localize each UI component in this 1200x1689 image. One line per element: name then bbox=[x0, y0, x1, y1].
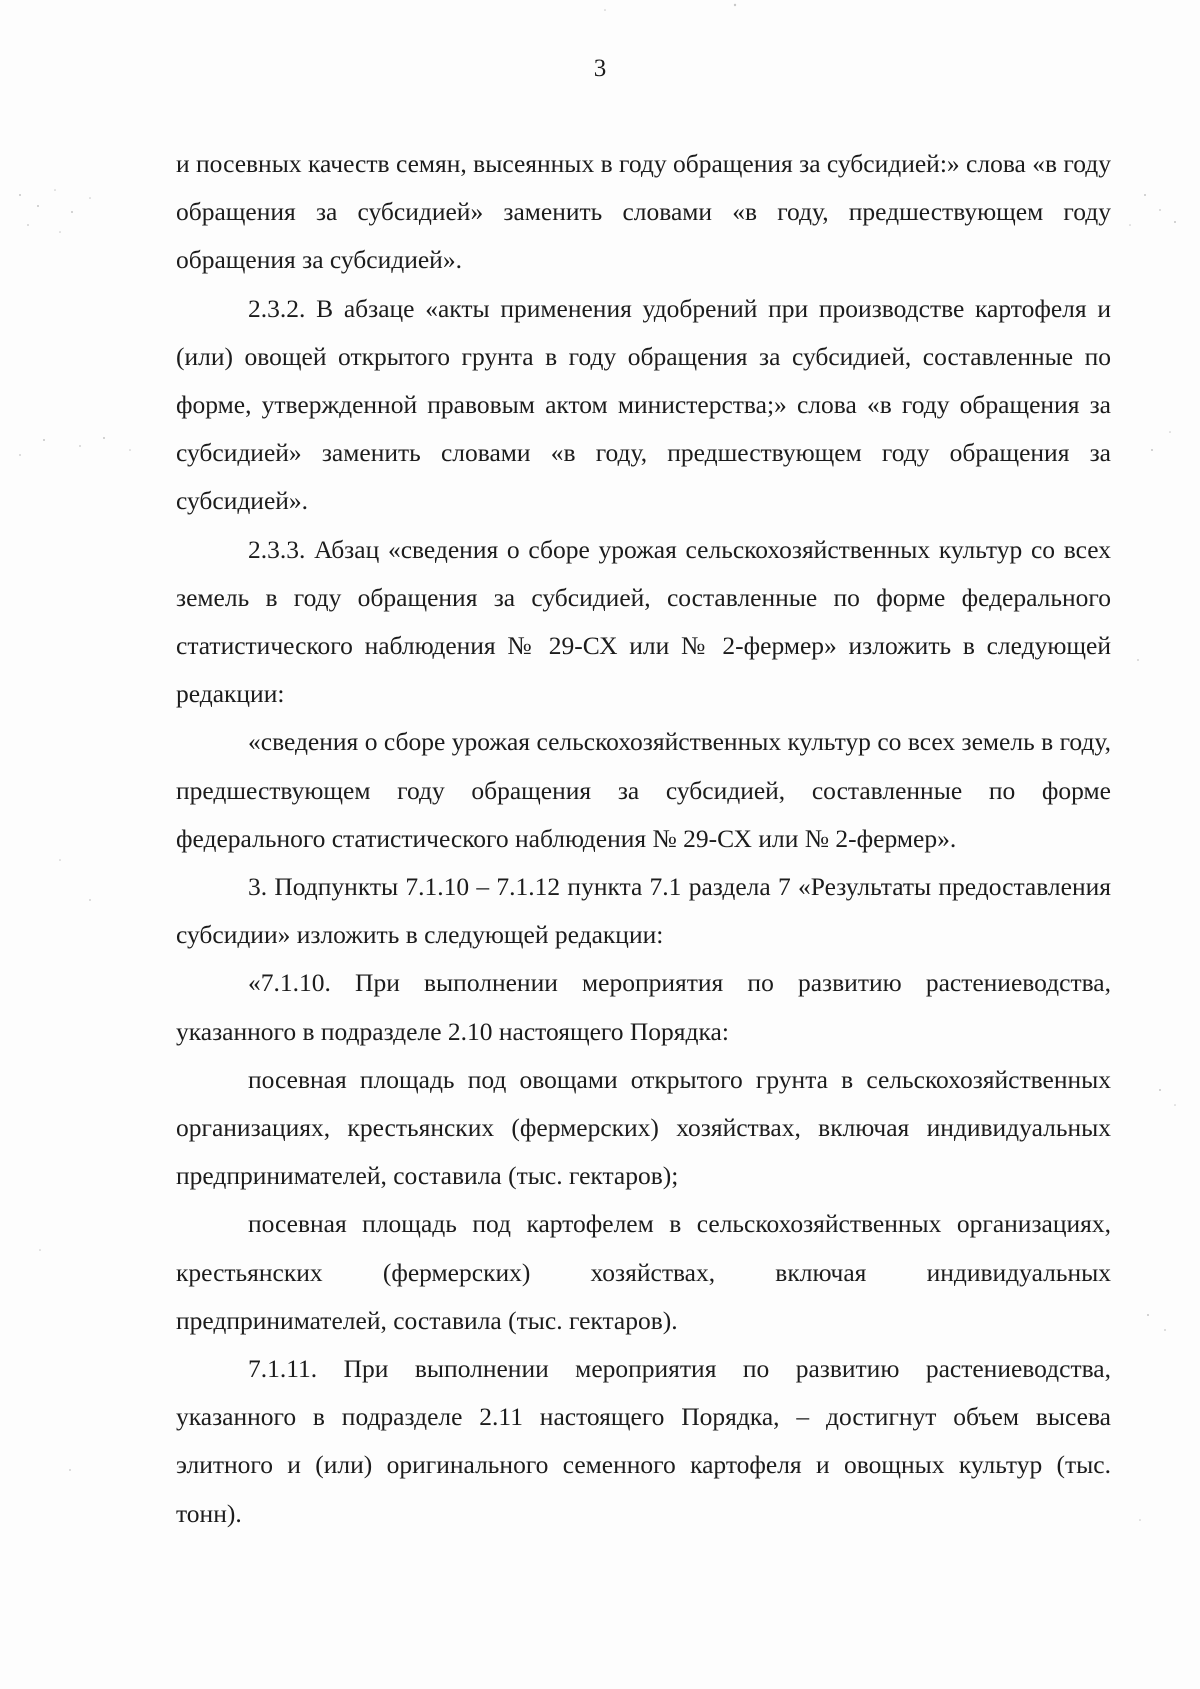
paragraph-new-wording: «сведения о сборе урожая сельскохозяйственных культур со всех земель в году, предшествующем году обращения за субсидией, составленные по форме федерального статистического наблюдения № 29-СХ или № 2-фермер». bbox=[176, 727, 1111, 853]
paragraph-7-1-11: 7.1.11. При выполнении мероприятия по развитию растениеводства, указанного в подразделе 2.11 настоящего Порядка, – достигнут объем высева элитного и (или) оригинального семенного картофеля и овощных культур (тыс. тонн). bbox=[176, 1354, 1111, 1528]
paragraph-continuation: и посевных качеств семян, высеянных в году обращения за субсидией:» слова «в году обращения за субсидией» заменить словами «в году, предшествующем году обращения за субсидией». bbox=[176, 149, 1111, 275]
page-number: 3 bbox=[593, 55, 607, 82]
paragraph-vegetables-area: посевная площадь под овощами открытого грунта в сельскохозяйственных организациях, крестьянских (фермерских) хозяйствах, включая индивидуальных предпринимателей, составила (тыс. гектаров); bbox=[176, 1064, 1111, 1191]
paragraph-2-3-2: 2.3.2. В абзаце «акты применения удобрений при производстве картофеля и (или) овощей открытого грунта в году обращения за субсидией, составленные по форме, утвержденной правовым актом министерства;» слова «в году обращения за субсидией» заменить словами «в году, предшествующем году обращения за субсидией». bbox=[176, 293, 1111, 516]
paragraph-7-1-10: «7.1.10. При выполнении мероприятия по развитию растениеводства, указанного в подразделе 2.10 настоящего Порядка: bbox=[176, 968, 1111, 1046]
document-body bbox=[176, 140, 1111, 1538]
paragraph-2-3-3: 2.3.3. Абзац «сведения о сборе урожая сельскохозяйственных культур со всех земель в году обращения за субсидией, составленные по форме федерального статистического наблюдения № 29-СХ или № 2-фермер» изложить в следующей редакции: bbox=[176, 534, 1111, 709]
paragraph-item-3: 3. Подпункты 7.1.10 – 7.1.12 пункта 7.1 раздела 7 «Результаты предоставления субсидии» изложить в следующей редакции: bbox=[176, 872, 1111, 950]
paragraph-potato-area: посевная площадь под картофелем в сельскохозяйственных организациях, крестьянских (фермерских) хозяйствах, включая индивидуальных предпринимателей, составила (тыс. гектаров). bbox=[176, 1209, 1111, 1335]
